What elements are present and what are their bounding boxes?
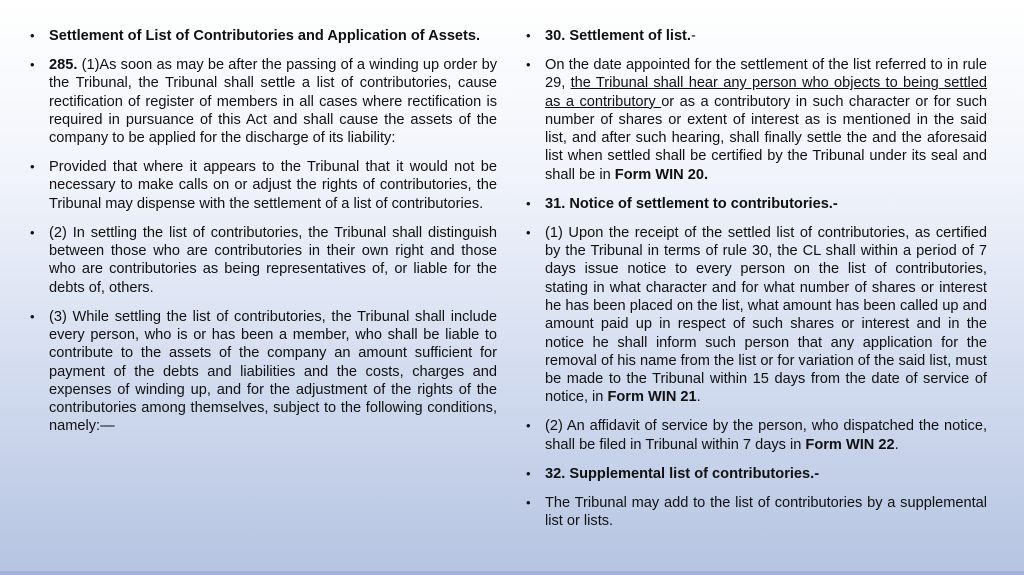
bullet-icon: • (30, 159, 35, 175)
bullet-icon: • (526, 465, 531, 481)
form-win-21: Form WIN 21 (607, 389, 697, 406)
subsection-2-text: (2) In settling the list of contributories, the Tribunal shall distinguish between those who are contributories in their own right and those who are contributories as being representatives of, or liable for the debts of, others. (49, 224, 497, 296)
rule-31-heading: 31. Notice of settlement to contributories.- (545, 195, 838, 212)
bullet-icon: • (30, 224, 35, 240)
rule-31-1-text: (1) Upon the receipt of the settled list of contributories, as certified by the Tribunal in terms of rule 30, the CL shall within a period of 7 days issue notice to every person on the list of contributories, stating in what character and for what number of shares or interest he has been placed on the list, what amount has been called up and amount paid up in respect of such shares or interest and in the notice he shall inform such person that any application for the removal of his name from the list or for variation of the said list, must be made to the Tribunal within 15 days from the date of service of notice, in (545, 224, 987, 406)
left-column (30, 27, 497, 446)
subsection-3-text: (3) While settling the list of contributories, the Tribunal shall include every person, who is or has been a member, who shall be liable to contribute to the assets of the company an amount sufficient for payment of the debts and liabilities and the costs, charges and expenses of winding up, and for the adjustment of the rights of the contributories among themselves, subject to the following conditions, namely:— (49, 308, 497, 435)
bullet-rule-30-text (526, 56, 987, 184)
bullet-subsection-3 (30, 308, 497, 436)
bullet-icon: • (526, 195, 531, 211)
bullet-rule-32-heading (526, 465, 987, 483)
bottom-edge-line (0, 571, 1024, 575)
form-win-22: Form WIN 22 (805, 436, 895, 453)
form-win-20: Form WIN 20. (614, 166, 709, 183)
bullet-rule-31-heading (526, 195, 987, 213)
rule-30-text-b: or as a contributory in such character or for such number of shares or extent of interest as is mentioned in the said list, and after such hearing, shall finally settle the and the aforesaid list when settled shall be certified by the Tribunal under its seal and shall be in (545, 93, 987, 183)
rule-32-text: The Tribunal may add to the list of contributories by a supplemental list or lists. (545, 494, 987, 529)
bullet-icon: • (526, 494, 531, 510)
bullet-icon: • (526, 28, 531, 43)
rule-32-heading: 32. Supplemental list of contributories.- (545, 465, 820, 482)
bullet-rule-30-heading (526, 27, 987, 45)
bullet-proviso (30, 158, 497, 213)
rule-30-underlined-text: the Tribunal shall hear any person who objects to being settled as a contributory (545, 75, 988, 110)
bullet-icon: • (30, 56, 35, 72)
bullet-rule-32-text (526, 494, 987, 531)
bullet-icon: • (30, 308, 35, 324)
bullet-icon: • (526, 56, 531, 72)
bullet-icon: • (526, 418, 531, 434)
bullet-settlement-heading (30, 27, 497, 45)
section-heading: Settlement of List of Contributories and Application of Assets. (49, 28, 481, 44)
proviso-text: Provided that where it appears to the Tribunal that it would not be necessary to make calls on or adjust the rights of contributories, the Tribunal may dispense with the settlement of a list of contributories. (49, 159, 497, 212)
bullet-icon: • (526, 224, 531, 240)
bullet-icon: • (30, 28, 35, 43)
rule-30-heading: 30. Settlement of list. (545, 28, 691, 44)
bullet-section-285 (30, 56, 497, 147)
rule-30-heading-dash: - (690, 28, 696, 44)
rule-31-2-end: . (894, 436, 899, 453)
bullet-rule-31-2 (526, 417, 987, 454)
rule-30-text-a: On the date appointed for the settlement of the list referred to in rule 29, (545, 56, 987, 92)
rule-31-2-text: (2) An affidavit of service by the person, who dispatched the notice, shall be filed in Tribunal within 7 days in (545, 418, 987, 453)
section-number: 285. (49, 56, 78, 73)
bullet-rule-31-1 (526, 224, 987, 407)
section-285-text: (1)As soon as may be after the passing of a winding up order by the Tribunal, the Tribunal shall settle a list of contributories, cause rectification of register of members in all cases where rectification is required in pursuance of this Act and shall cause the assets of the company to be applied for the discharge of its liability: (49, 56, 497, 147)
bullet-subsection-2 (30, 224, 497, 297)
rule-31-1-end: . (696, 389, 701, 406)
right-column (526, 27, 987, 541)
